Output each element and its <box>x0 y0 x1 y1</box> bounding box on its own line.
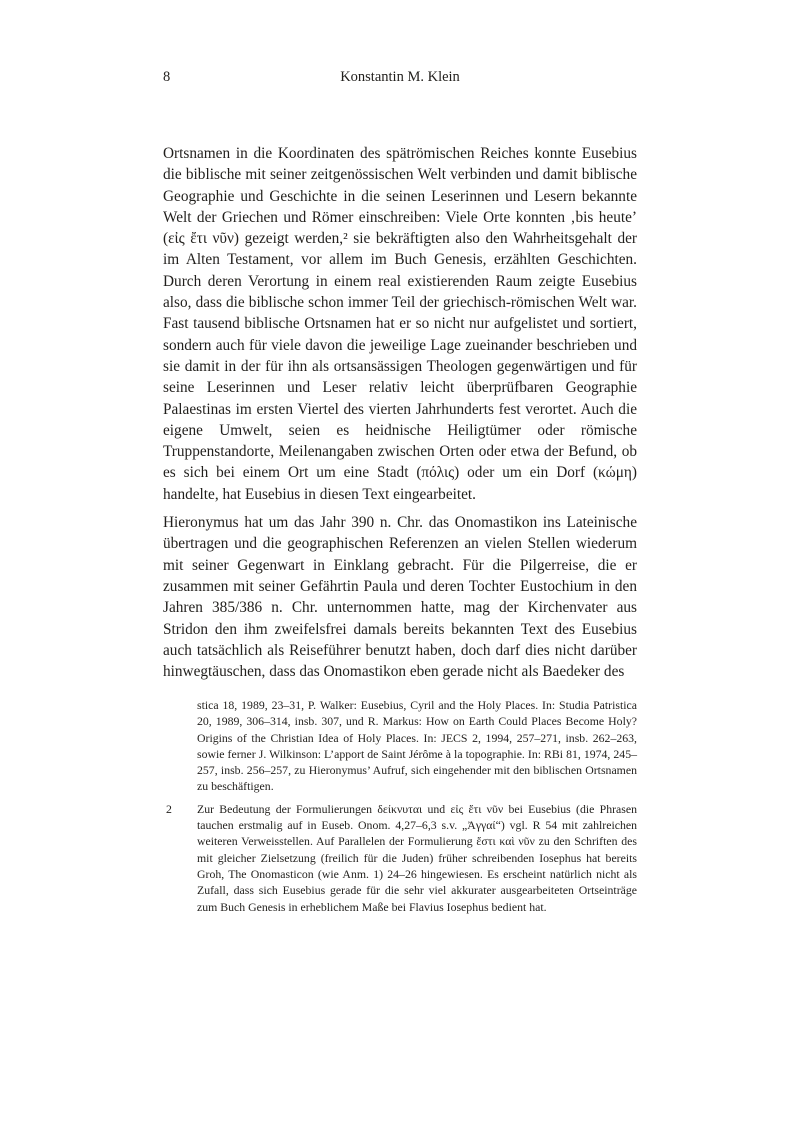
footnotes <box>166 697 637 915</box>
running-header-title: Konstantin M. Klein <box>340 69 460 85</box>
footnote-marker: 2 <box>166 801 172 816</box>
running-header <box>163 69 637 86</box>
footnote-text: Zur Bedeutung der Formulierungen δείκνυται und εἰς ἔτι νῦν bei Eusebius (die Phrasen tauchen erstmalig auf in Euseb. Onom. 4,27–6,3 s.v. „Ἀγγαί“) vgl. R 54 mit zahlreichen weiteren Verweisstellen. Auf Parallelen der Formulierung ἔστι καὶ νῦν zu den Schriften des mit gleicher Zielsetzung (freilich für die Juden) früher schreibenden Iosephus hat bereits Groh, The Onomasticon (wie Anm. 1) 24–26 hingewiesen. Es erscheint natürlich nicht als Zufall, dass sich Eusebius gerade für die sehr viel akkurater ausgearbeiteten Ortseinträge zum Buch Genesis in erheblichem Maße bei Flavius Iosephus bedient hat. <box>197 801 637 914</box>
paragraph: Hieronymus hat um das Jahr 390 n. Chr. das Onomastikon ins Lateinische übertragen und die geographischen Referenzen an vielen Stellen wiederum mit seiner Gegenwart in Einklang gebracht. Für die Pilgerreise, die er zusammen mit seiner Gefährtin Paula und deren Tochter Eustochium in den Jahren 385/386 n. Chr. unternommen hatte, mag der Kirchenvater aus Stridon den ihm zweifelsfrei damals bereits bekannten Text des Eusebius auch tatsächlich als Reiseführer benutzt haben, doch darf dies nicht darüber hinwegtäuschen, dass das Onomastikon eben gerade nicht als Baedeker des <box>163 514 637 681</box>
footnote-item <box>166 801 637 915</box>
paragraph: Ortsnamen in die Koordinaten des spätrömischen Reiches konnte Eusebius die biblische mit seiner zeitgenössischen Welt verbinden und damit biblische Geographie und Geschichte in die seinen Leserinnen und Lesern bekannte Welt der Griechen und Römer einschreiben: Viele Orte konnten ‚bis heute’ (εἰς ἔτι νῦν) gezeigt werden,² sie bekräftigten also den Wahrheitsgehalt der im Alten Testament, vor allem im Buch Genesis, erzählten Geschichten. Durch deren Verortung in einem real existierenden Raum zeigte Eusebius also, dass die biblische schon immer Teil der griechisch-römischen Welt war. Fast tausend biblische Ortsnamen hat er so nicht nur aufgelistet und sortiert, sondern auch für viele davon die jeweilige Lage zueinander beschrieben und sie damit in der für ihn als ortsansässigen Theologen gegenwärtigen und für seine Leserinnen und Leser relativ leicht überprüfbaren Geographie Palaestinas im ersten Viertel des vierten Jahrhunderts fest verortet. Auch die eigene Umwelt, seien es heidnische Heiligtümer oder römische Truppenstandorte, Meilenangaben zwischen Orten oder etwa der Befund, ob es sich bei einem Ort um eine Stadt (πόλις) oder um ein Dorf (κώμη) handelte, hat Eusebius in diesen Text eingearbeitet. <box>163 145 637 503</box>
page-number: 8 <box>163 69 171 85</box>
footnote-continuation: stica 18, 1989, 23–31, P. Walker: Eusebius, Cyril and the Holy Places. In: Studia Patristica 20, 1989, 306–314, insb. 307, und R. Markus: How on Earth Could Places Become Holy? Origins of the Christian Idea of Holy Places. In: JECS 2, 1994, 257–271, insb. 262–263, sowie ferner J. Wilkinson: L’apport de Saint Jérôme à la topographie. In: RBi 81, 1974, 245–257, insb. 256–257, zu Hieronymus’ Aufruf, sich eingehender mit den biblischen Ortsnamen zu beschäftigen. <box>197 698 637 794</box>
main-text <box>163 143 637 682</box>
